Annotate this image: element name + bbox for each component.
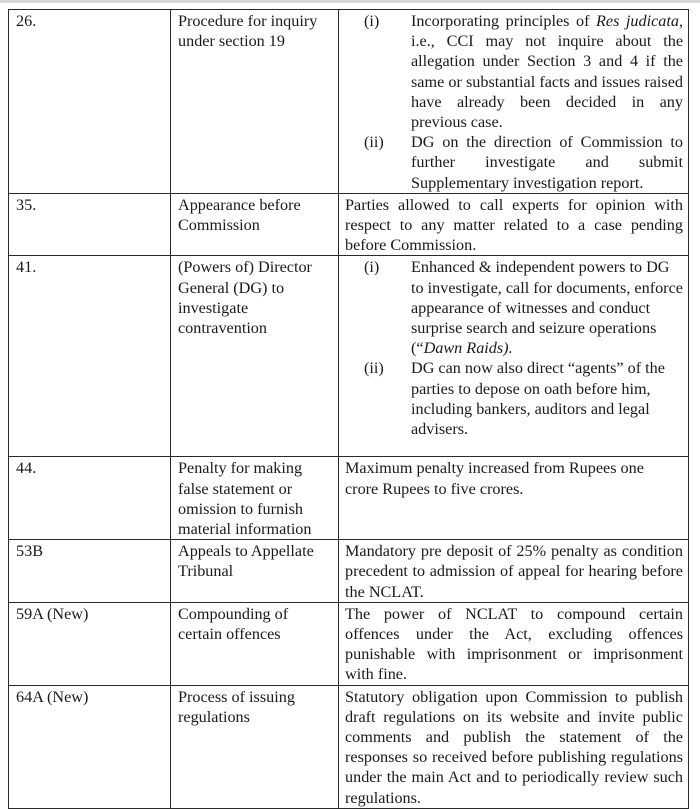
sub-item-text bbox=[411, 257, 683, 358]
sub-item bbox=[339, 11, 683, 132]
page-top-edge bbox=[0, 0, 700, 3]
change-cell: The power of NCLAT to compound certain offences under the Act, excluding offences punishable with imprisonment or imprisonment with fine. bbox=[339, 602, 689, 685]
change-cell: Parties allowed to call experts for opinion with respect to any matter related to a case pending before Commission. bbox=[339, 193, 689, 256]
text-run: Incorporating principles of bbox=[411, 12, 596, 30]
table-row bbox=[9, 540, 689, 603]
text-run: Enhanced & independent powers to DG to investigate, call for documents, enforce appearance of witnesses and conduct surprise search and seizure operations (“ bbox=[411, 258, 683, 358]
topic-cell: Process of issuing regulations bbox=[171, 685, 339, 808]
table-row bbox=[9, 457, 689, 540]
topic-cell: Procedure for inquiry under section 19 bbox=[171, 10, 339, 194]
table-row bbox=[9, 256, 689, 457]
sub-item bbox=[339, 257, 683, 358]
italic-term: Dawn Raids). bbox=[423, 339, 513, 358]
sub-item-number: (i) bbox=[364, 258, 380, 277]
change-cell: Mandatory pre deposit of 25% penalty as condition precedent to admission of appeal for hearing before the NCLAT. bbox=[339, 540, 689, 603]
sub-item bbox=[339, 132, 683, 193]
table-row bbox=[9, 10, 689, 194]
change-cell bbox=[339, 256, 689, 457]
amendments-table bbox=[8, 9, 689, 809]
topic-cell: Appearance before Commission bbox=[171, 193, 339, 256]
topic-cell: Penalty for making false statement or omission to furnish material information bbox=[171, 457, 339, 540]
section-number-cell: 26. bbox=[9, 10, 171, 194]
section-number-cell: 41. bbox=[9, 256, 171, 457]
sub-item-text: DG can now also direct “agents” of the parties to depose on oath before him, including bankers, auditors and legal advisers. bbox=[411, 359, 665, 439]
text-run: , i.e., CCI may not inquire about the allegation under Section 3 and 4 if the same or substantial facts and issues raised have already been decided in any previous case. bbox=[411, 12, 683, 132]
table-row bbox=[9, 602, 689, 685]
sub-item-number: (ii) bbox=[364, 133, 384, 152]
section-number-cell: 64A (New) bbox=[9, 685, 171, 808]
topic-cell: Appeals to Appellate Tribunal bbox=[171, 540, 339, 603]
sub-item bbox=[339, 358, 683, 439]
sub-item-text bbox=[411, 11, 683, 132]
sub-item-number: (i) bbox=[364, 12, 380, 30]
sub-item-text: DG on the direction of Commission to further investigate and submit Supplementary investigation report. bbox=[411, 133, 683, 192]
table-row bbox=[9, 193, 689, 256]
topic-cell: (Powers of) Director General (DG) to investigate contravention bbox=[171, 256, 339, 457]
change-cell: Maximum penalty increased from Rupees one crore Rupees to five crores. bbox=[339, 457, 689, 540]
change-cell bbox=[339, 10, 689, 194]
section-number-cell: 59A (New) bbox=[9, 602, 171, 685]
section-number-cell: 53B bbox=[9, 540, 171, 603]
change-cell: Statutory obligation upon Commission to publish draft regulations on its website and invite public comments and publish the statement of the responses so received before publishing regulations under the main Act and to periodically review such regulations. bbox=[339, 685, 689, 808]
table-row bbox=[9, 685, 689, 808]
topic-cell: Compounding of certain offences bbox=[171, 602, 339, 685]
sub-item-number: (ii) bbox=[364, 359, 384, 378]
section-number-cell: 44. bbox=[9, 457, 171, 540]
italic-term: Res judicata bbox=[596, 12, 679, 30]
section-number-cell: 35. bbox=[9, 193, 171, 256]
